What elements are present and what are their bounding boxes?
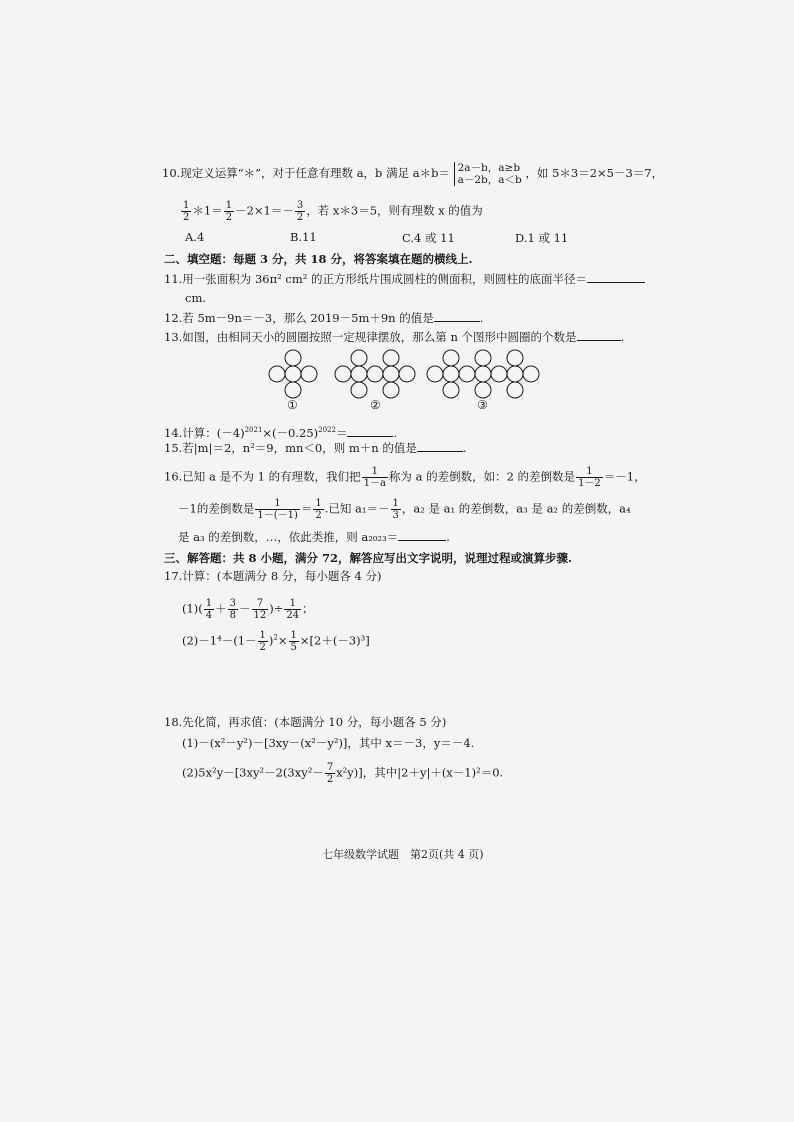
q15-answer-blank[interactable] — [417, 441, 463, 452]
fig1-circle — [285, 382, 301, 398]
q17-part2 — [182, 630, 370, 653]
q14-line: 14.计算：$(-4)^{2021}\times(-0.25)^{2022}=$ . — [164, 425, 398, 440]
fig2-circle — [383, 382, 399, 398]
q17-frac-7-12: $\frac{7}{12}$ — [253, 598, 267, 621]
fig3-circle — [475, 350, 491, 366]
q17-p1-e: ； — [302, 601, 314, 616]
fig3-circle — [443, 350, 459, 366]
q10-frac-half-2: $\frac{1}{2}$ — [225, 200, 233, 223]
q16-line1 — [164, 466, 646, 489]
q13-label-1: ① — [287, 398, 298, 412]
fig3-circle — [459, 366, 475, 382]
q16-line2 — [178, 498, 631, 521]
q17-square: 2 — [273, 633, 278, 642]
fig1-circle — [269, 366, 285, 382]
q17-frac-1-2: $\frac{1}{2}$ — [259, 630, 266, 653]
q10-line2 — [180, 200, 483, 223]
q14-text-a: 14.计算：(－4) — [164, 425, 245, 440]
q16-text-h: 是 a₃ 的差倒数，…，依此类推，则 a₂₀₂₃＝ — [178, 530, 399, 544]
q14-exp1: 2021 — [244, 426, 263, 434]
q13-label-3: ③ — [477, 398, 488, 412]
fig3-circle — [427, 366, 443, 382]
q10-option-d[interactable]: D.1 或 11 — [515, 231, 569, 245]
q14-exp2: 2022 — [318, 426, 336, 434]
q16-text-b: 称为 a 的差倒数，如：2 的差倒数是 — [388, 469, 576, 484]
fig2-circle — [383, 366, 399, 382]
q17-p1-a: (1)( — [182, 601, 203, 616]
q13-circle-figures — [255, 348, 545, 408]
q15-text: 15.若|m|＝2，n²＝9，mn＜0，则 m＋n 的值是 — [164, 441, 417, 455]
q17-part1 — [182, 598, 314, 621]
q17-title: 17.计算：(本题满分 8 分，每小题各 4 分) — [164, 569, 382, 583]
q16-line3: 是 a₃ 的差倒数，…，依此类推，则 a₂₀₂₃＝ . — [178, 530, 450, 544]
q10-option-a[interactable]: A.4 — [185, 230, 205, 244]
fig2-circle — [351, 366, 367, 382]
q10-option-b[interactable]: B.11 — [290, 230, 317, 244]
q10-line1 — [162, 162, 663, 186]
q18-part1: (1)－(x²－y²)－[3xy－(x²－y²)]，其中 x＝－3，y＝－4. — [182, 736, 475, 750]
q10-piecewise — [454, 162, 522, 186]
q12-answer-blank[interactable] — [434, 311, 480, 322]
q18-part2 — [182, 762, 503, 785]
q16-frac-neg1: $\frac{1}{1-(-1)}$ — [257, 498, 298, 521]
q10-frac-half: $\frac{1}{2}$ — [183, 200, 190, 223]
q17-frac-1-24: $\frac{1}{24}$ — [286, 598, 300, 621]
q17-frac-1-4: $\frac{1}{4}$ — [205, 598, 213, 621]
fig3-circle — [507, 350, 523, 366]
q16-frac-half: $\frac{1}{2}$ — [315, 498, 322, 521]
q17-frac-1-5: $\frac{1}{5}$ — [290, 630, 297, 653]
q16-frac-def: $\frac{1}{1-a}$ — [363, 466, 386, 489]
fig2-circle — [335, 366, 351, 382]
q12-line: 12.若 5m－9n＝－3，那么 2019－5m＋9n 的值是 . — [164, 311, 484, 325]
q18-p2-a: (2)5x²y－[3xy²－2(3xy²－ — [182, 765, 324, 780]
q11-line2: cm. — [185, 291, 207, 305]
fig2-circle — [351, 382, 367, 398]
q16-text-a: 16.已知 a 是不为 1 的有理数，我们把 — [164, 469, 361, 484]
q18-p2-b: x²y)]，其中|2＋y|＋(x－1)²＝0. — [336, 765, 504, 780]
q17-frac-3-8: $\frac{3}{8}$ — [229, 598, 237, 621]
q18-frac-7-2: $\frac{7}{2}$ — [326, 762, 334, 785]
q13-text: 13.如图，由相同天小的圆圈按照一定规律摆放，那么第 n 个图形中圆圈的个数是 — [164, 330, 577, 344]
q10-frac-three-halves: $\frac{3}{2}$ — [296, 200, 304, 223]
q16-text-e: ＝ — [300, 501, 313, 516]
fig1-circle — [285, 350, 301, 366]
fig2-circle — [399, 366, 415, 382]
q15-line: 15.若|m|＝2，n²＝9，mn＜0，则 m＋n 的值是 . — [164, 441, 467, 455]
q17-p2-a: (2)－1⁴－(1－ — [182, 633, 257, 648]
q14-answer-blank[interactable] — [347, 426, 393, 437]
q10-text-e: ，若 x＊3＝5，则有理数 x 的值为 — [306, 203, 483, 218]
q11-answer-blank[interactable] — [587, 272, 645, 283]
q13-label-2: ② — [370, 398, 381, 412]
q13-line: 13.如图，由相同天小的圆圈按照一定规律摆放，那么第 n 个图形中圆圈的个数是 . — [164, 330, 625, 344]
q10-option-c[interactable]: C.4 或 11 — [402, 231, 455, 245]
fig3-circle — [523, 366, 539, 382]
section3-title: 三、解答题：共 8 小题，满分 72，解答应写出文字说明，说理过程或演算步骤. — [164, 551, 573, 565]
fig2-circle — [351, 350, 367, 366]
q11-line1 — [164, 272, 645, 286]
q17-p2-c: × — [277, 633, 288, 648]
fig1-circle — [285, 366, 301, 382]
q16-frac-two: $\frac{1}{1-2}$ — [578, 466, 601, 489]
fig3-circle — [475, 366, 491, 382]
q16-answer-blank[interactable] — [398, 530, 446, 541]
q17-p1-b: ＋ — [215, 601, 227, 616]
fig1-circle — [301, 366, 317, 382]
q16-frac-third: $\frac{1}{3}$ — [392, 498, 399, 521]
fig2-circle — [383, 350, 399, 366]
q12-text: 12.若 5m－9n＝－3，那么 2019－5m＋9n 的值是 — [164, 311, 434, 325]
fig3-circle — [507, 382, 523, 398]
q10-text-c: ＊1＝ — [192, 203, 223, 218]
q18-title: 18.先化简，再求值：(本题满分 10 分，每小题各 5 分) — [164, 715, 447, 729]
q14-text-c: ＝ — [335, 425, 348, 440]
q16-text-d: －1的差倒数是 — [178, 501, 255, 516]
fig2-circle — [367, 366, 383, 382]
section2-title: 二、填空题：每题 3 分，共 18 分，将答案填在题的横线上. — [164, 252, 473, 266]
q17-p2-d: ×[2＋(－3)³] — [299, 633, 370, 648]
q16-text-f: .已知 a₁＝－ — [324, 501, 390, 516]
fig3-circle — [443, 366, 459, 382]
q10-text-b: ，如 5＊3＝2×5－3＝7， — [525, 166, 664, 180]
q16-text-g: ，a₂ 是 a₁ 的差倒数，a₃ 是 a₂ 的差倒数，a₄ — [401, 501, 631, 516]
fig3-circle — [491, 366, 507, 382]
q17-p1-d: )÷ — [269, 601, 284, 616]
q10-text-d: －2×1＝－ — [235, 203, 294, 218]
fig3-circle — [443, 382, 459, 398]
q11-text: 11.用一张面积为 36π² cm² 的正方形纸片围成圆柱的侧面积，则圆柱的底面半径＝ — [164, 272, 588, 286]
q10-text-a: 10.现定义运算“＊”，对于任意有理数 a，b 满足 a＊b＝ — [162, 166, 450, 180]
q10-case2: a－2b，a＜b — [457, 174, 522, 186]
fig3-circle — [475, 382, 491, 398]
q17-p2-b: ) — [268, 633, 274, 648]
fig3-circle — [507, 366, 523, 382]
q16-text-c: ＝－1， — [603, 469, 646, 484]
q13-answer-blank[interactable] — [577, 330, 621, 341]
q14-text-b: ×(－0.25) — [262, 425, 319, 440]
q10-case1: 2a－b，a≥b — [457, 162, 521, 174]
page-footer: 七年级数学试题 第2页(共 4 页) — [322, 848, 484, 861]
q17-p1-c: － — [239, 601, 251, 616]
